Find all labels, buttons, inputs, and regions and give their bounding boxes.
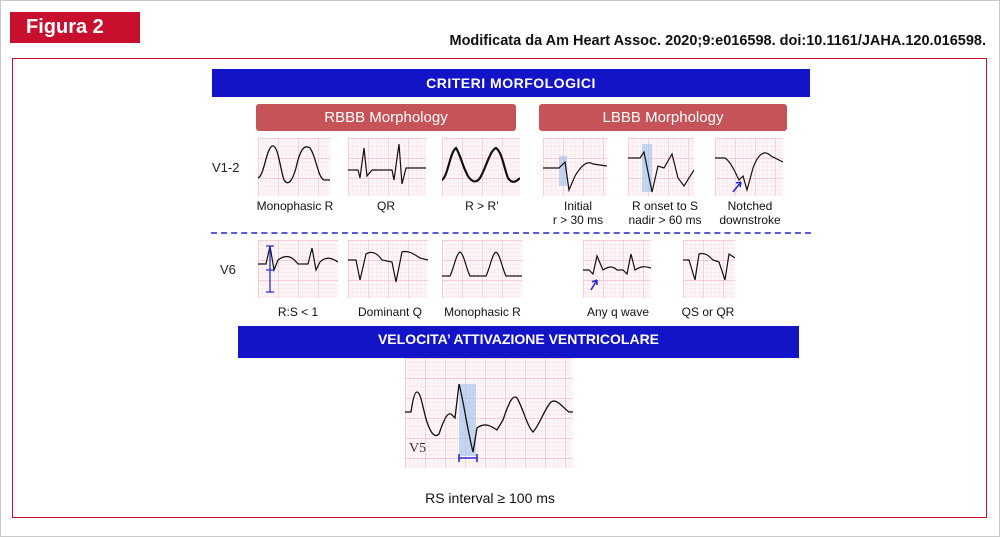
caption-rs-interval: RS interval ≥ 100 ms (425, 490, 555, 506)
caption-r-onset-line2: nadir > 60 ms (628, 213, 702, 227)
ecg-r-greater-r-prime (442, 138, 520, 196)
caption-initial-r-line1: Initial (563, 199, 592, 213)
caption-r-greater-r-prime: R > R’ (465, 199, 499, 213)
ecg-qr (348, 138, 426, 196)
lead-label-v1-2: V1-2 (212, 160, 240, 175)
lbbb-morphology-header: LBBB Morphology (539, 104, 787, 131)
caption-dominant-q: Dominant Q (357, 305, 423, 319)
rbbb-morphology-header: RBBB Morphology (256, 104, 516, 131)
source-citation: Modificata da Am Heart Assoc. 2020;9:e016598. doi:10.1161/JAHA.120.016598. (449, 33, 986, 49)
ecg-monophasic-r-v6 (442, 240, 522, 298)
caption-qr: QR (377, 199, 395, 213)
figure-label: Figura 2 (10, 12, 140, 43)
lead-label-v6: V6 (220, 262, 236, 277)
criteria-banner: CRITERI MORFOLOGICI (212, 69, 810, 97)
caption-monophasic-r-v1: Monophasic R (256, 199, 334, 213)
lead-label-v5: V5 (409, 441, 427, 456)
ecg-any-q-wave (583, 240, 651, 298)
ecg-qs-or-qr (683, 240, 735, 298)
caption-any-q-wave: Any q wave (586, 305, 650, 319)
caption-r-onset-line1: R onset to S (631, 199, 699, 213)
caption-notched-line1: Notched (727, 199, 773, 213)
ecg-monophasic-r-v1 (258, 138, 330, 196)
activation-velocity-banner: VELOCITA’ ATTIVAZIONE VENTRICOLARE (238, 326, 799, 358)
caption-initial-r-line2: r > 30 ms (552, 213, 604, 227)
ecg-dominant-q (348, 240, 428, 298)
ecg-initial-r (543, 138, 607, 196)
caption-notched-line2: downstroke (719, 213, 781, 227)
ecg-rs-less-than-1 (258, 240, 338, 298)
ecg-v5-rs-interval (405, 358, 573, 468)
ecg-notched-downstroke (715, 138, 783, 196)
caption-rs-less-than-1: R:S < 1 (277, 305, 319, 319)
section-divider (211, 232, 811, 234)
caption-monophasic-r-v6: Monophasic R (444, 305, 521, 319)
ecg-r-onset-to-s (628, 138, 694, 196)
caption-qs-or-qr: QS or QR (681, 305, 735, 319)
